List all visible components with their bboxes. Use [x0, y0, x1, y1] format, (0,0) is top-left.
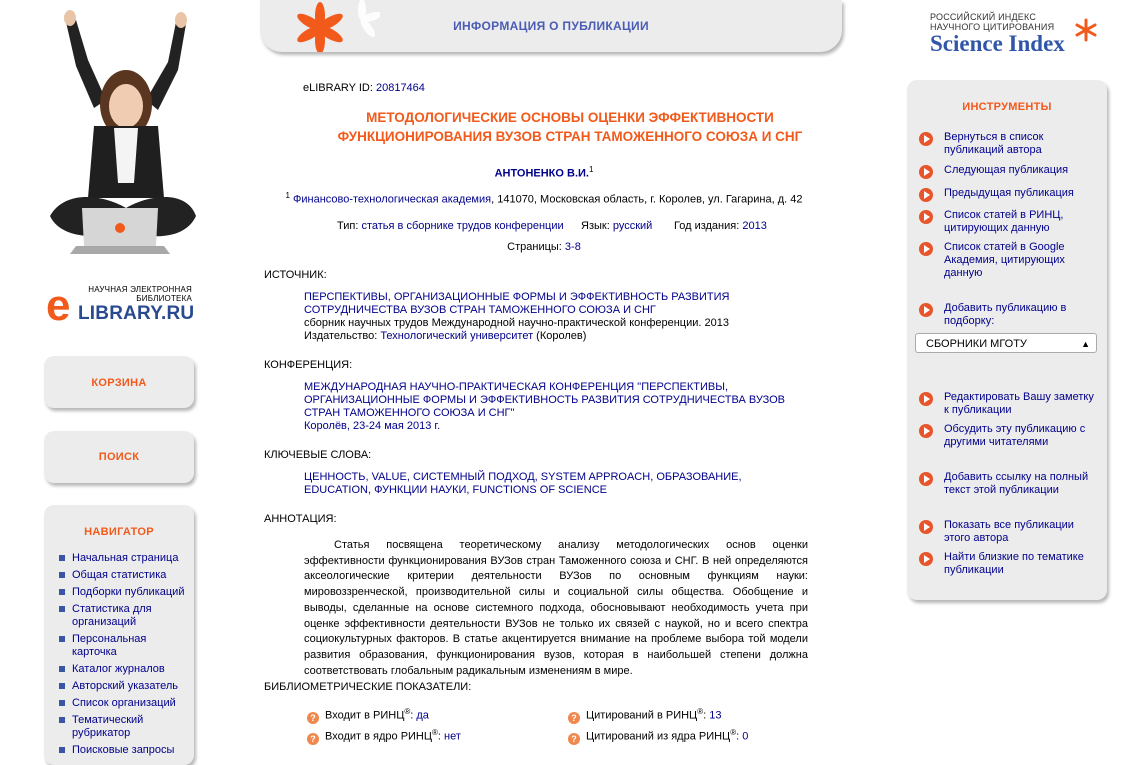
logo-e-mark: e [46, 281, 71, 330]
asterisk-icon [1074, 18, 1098, 42]
page-header [260, 0, 842, 52]
pub-type: Тип: статья в сборнике трудов конференции [337, 220, 564, 232]
bullet-icon [59, 606, 65, 612]
keyword-link[interactable]: ФУНКЦИИ НАУКИ [374, 484, 467, 496]
elibrary-id: eLIBRARY ID: 20817464 [303, 82, 425, 94]
navigator-item[interactable]: Список организаций [44, 697, 194, 710]
navigator-item[interactable]: Статистика для организаций [44, 603, 194, 629]
keyword-link[interactable]: FUNCTIONS OF SCIENCE [472, 484, 607, 496]
arrow-circle-icon [919, 165, 933, 179]
keyword-link[interactable]: EDUCATION [304, 484, 368, 496]
navigator-item[interactable]: Подборки публикаций [44, 586, 194, 599]
navigator-item[interactable]: Начальная страница [44, 552, 194, 565]
tools-panel [907, 80, 1107, 600]
publisher-link[interactable]: Технологический университет [380, 330, 534, 342]
biblio-value[interactable]: 0 [742, 730, 749, 743]
pub-year: Год издания: 2013 [674, 220, 767, 232]
affiliation: $^1$ Финансово-технологическая академия, 141070, Московская область, г. Королев, ул. Гагарина, д. 42 [285, 191, 803, 206]
bullet-icon [59, 555, 65, 561]
annotation-text: Статья посвящена теоретическому анализу методологических основ оценки эффективности функционирования ВУЗов стран Таможенного союза и СНГ. В ней определяются аксеологические критерии деятельности ВУЗов по основным функциям науки: мировоззренческой, производительной силы и социальной силы общества. Обобщение и выводы, сделанные на основе системного подхода, обосновывают необходимость учета при оценке эффективности деятельности ВУЗов не только их связей с наукой, но и всего спектра социокультурных факторов. В статье акцентируется внимание на проблеме выбора той модели развития образования, функционирования вузов, которая в наибольшей степени должна соответствовать глобальным радикальным изменениям в мире. [304, 539, 808, 677]
keyword-link[interactable]: SYSTEM APPROACH [540, 471, 651, 483]
arrow-circle-icon [919, 242, 933, 256]
biblio-table [307, 707, 807, 749]
help-icon[interactable]: ? [307, 733, 319, 745]
bullet-icon [59, 666, 65, 672]
annotation-label: АННОТАЦИЯ: [264, 513, 337, 525]
bullet-icon [59, 747, 65, 753]
science-index-name: Science Index [930, 31, 1065, 56]
biblio-row [307, 728, 807, 749]
navigator-item[interactable]: Общая статистика [44, 569, 194, 582]
navigator-item[interactable]: Тематический рубрикатор [44, 714, 194, 740]
arrow-circle-icon [919, 303, 933, 317]
tool-item[interactable]: Предыдущая публикация [919, 187, 1099, 200]
conference-label: КОНФЕРЕНЦИЯ: [264, 359, 353, 371]
search-box[interactable] [44, 431, 194, 483]
science-index-caption: РОССИЙСКИЙ ИНДЕКС НАУЧНОГО ЦИТИРОВАНИЯ [930, 12, 1055, 32]
tool-item[interactable]: Обсудить эту публикацию с другими читателями [919, 423, 1099, 449]
biblio-label: БИБЛИОМЕТРИЧЕСКИЕ ПОКАЗАТЕЛИ: [264, 681, 472, 693]
select-arrows-icon: ▲ [1081, 339, 1090, 349]
arrow-circle-icon [919, 520, 933, 534]
navigator-item[interactable]: Персональная карточка [44, 633, 194, 659]
tool-item[interactable]: Список статей в Google Академия, цитирующих данную [919, 241, 1099, 280]
keywords-label: КЛЮЧЕВЫЕ СЛОВА: [264, 449, 372, 461]
keyword-link[interactable]: VALUE [371, 471, 407, 483]
logo-name: LIBRARY.RU [78, 303, 195, 324]
tool-item[interactable]: Добавить публикацию в подборку: [919, 302, 1099, 328]
biblio-value[interactable]: нет [444, 730, 461, 743]
source-block [304, 291, 804, 343]
source-publisher: Издательство: Технологический университет (Королев) [304, 330, 587, 342]
keyword-link[interactable]: ОБРАЗОВАНИЕ [656, 471, 739, 483]
tool-item[interactable]: Показать все публикации этого автора [919, 519, 1099, 545]
arrow-circle-icon [919, 424, 933, 438]
help-icon[interactable]: ? [307, 712, 319, 724]
conference-title-link[interactable]: МЕЖДУНАРОДНАЯ НАУЧНО-ПРАКТИЧЕСКАЯ КОНФЕРЕНЦИЯ "ПЕРСПЕКТИВЫ, ОРГАНИЗАЦИОННЫЕ ФОРМЫ И ЭФФЕКТИВНОСТЬ РАЗВИТИЯ СОТРУДНИЧЕСТВА ВУЗОВ СТРАН ТАМОЖЕННОГО СОЮЗА И СНГ" [304, 381, 786, 419]
bullet-icon [59, 572, 65, 578]
cart-button[interactable]: КОРЗИНА [91, 377, 147, 389]
conference-block [304, 381, 814, 433]
biblio-value[interactable]: да [416, 709, 429, 722]
elibrary-logo[interactable] [44, 281, 204, 330]
publication-title: МЕТОДОЛОГИЧЕСКИЕ ОСНОВЫ ОЦЕНКИ ЭФФЕКТИВНОСТИ ФУНКЦИОНИРОВАНИЯ ВУЗОВ СТРАН ТАМОЖЕННОГО СОЮЗА И СНГ [337, 110, 803, 144]
biblio-cell: ? Цитирований в РИНЦ®: 13 [568, 707, 721, 724]
biblio-row [307, 707, 807, 728]
arrow-circle-icon [919, 132, 933, 146]
help-icon[interactable]: ? [568, 712, 580, 724]
affiliation-link[interactable]: Финансово-технологическая академия [293, 193, 492, 206]
arrow-circle-icon [919, 472, 933, 486]
collection-select[interactable]: СБОРНИКИ МГОТУ ▲ [915, 333, 1097, 353]
bullet-icon [59, 700, 65, 706]
bullet-icon [59, 717, 65, 723]
arrow-circle-icon [919, 552, 933, 566]
arrow-circle-icon [919, 210, 933, 224]
tool-item[interactable]: Следующая публикация [919, 164, 1099, 177]
bullet-icon [59, 636, 65, 642]
author[interactable]: АНТОНЕНКО В.И.$^1$ [494, 165, 594, 180]
source-label: ИСТОЧНИК: [264, 269, 327, 281]
arrow-circle-icon [919, 392, 933, 406]
tool-item[interactable]: Добавить ссылку на полный текст этой публикации [919, 471, 1099, 497]
page-title: ИНФОРМАЦИЯ О ПУБЛИКАЦИИ [453, 19, 649, 33]
tool-item[interactable]: Список статей в РИНЦ, цитирующих данную [919, 209, 1099, 235]
keywords-list: ЦЕННОСТЬ, VALUE, СИСТЕМНЫЙ ПОДХОД, SYSTEM APPROACH, ОБРАЗОВАНИЕ, EDUCATION, ФУНКЦИИ НАУКИ, FUNCTIONS OF SCIENCE [304, 471, 742, 496]
source-title-link[interactable]: ПЕРСПЕКТИВЫ, ОРГАНИЗАЦИОННЫЕ ФОРМЫ И ЭФФЕКТИВНОСТЬ РАЗВИТИЯ СОТРУДНИЧЕСТВА ВУЗОВ СТРАН ТАМОЖЕННОГО СОЮЗА И СНГ [304, 291, 730, 316]
tool-item[interactable]: Редактировать Вашу заметку к публикации [919, 391, 1099, 417]
logo-caption: НАУЧНАЯ ЭЛЕКТРОННАЯ БИБЛИОТЕКА [88, 285, 192, 303]
navigator-item[interactable]: Поисковые запросы [44, 744, 194, 757]
elibrary-id-value: 20817464 [375, 82, 425, 94]
biblio-value[interactable]: 13 [709, 709, 722, 722]
bullet-icon [59, 589, 65, 595]
keyword-link[interactable]: ЦЕННОСТЬ [304, 471, 366, 483]
navigator-item[interactable]: Авторский указатель [44, 680, 194, 693]
arrow-circle-icon [919, 188, 933, 202]
navigator-item[interactable]: Каталог журналов [44, 663, 194, 676]
navigator-list [44, 552, 194, 757]
biblio-cell: ? Входит в ядро РИНЦ®: нет [307, 728, 461, 745]
help-icon[interactable]: ? [568, 733, 580, 745]
conference-place: Королёв, 23-24 мая 2013 г. [304, 420, 441, 432]
keyword-link[interactable]: СИСТЕМНЫЙ ПОДХОД [412, 471, 535, 483]
science-index-logo[interactable] [930, 12, 1105, 60]
navigator-panel [44, 505, 194, 765]
search-button[interactable]: ПОИСК [98, 451, 140, 463]
bullet-icon [59, 683, 65, 689]
biblio-cell: ? Входит в РИНЦ®: да [307, 707, 429, 724]
hero-illustration [36, 8, 202, 263]
biblio-cell: ? Цитирований из ядра РИНЦ®: 0 [568, 728, 748, 745]
source-desc: сборник научных трудов Международной научно-практической конференции. 2013 [304, 317, 729, 329]
cart-box[interactable] [44, 356, 194, 408]
pub-pages: Страницы: 3-8 [507, 241, 581, 253]
pub-language: Язык: русский [581, 220, 653, 232]
tools-title: ИНСТРУМЕНТЫ [962, 101, 1052, 113]
tool-item[interactable]: Найти близкие по тематике публикации [919, 551, 1099, 577]
tool-item[interactable]: Вернуться в список публикаций автора [919, 131, 1099, 157]
navigator-title: НАВИГАТОР [84, 526, 154, 538]
